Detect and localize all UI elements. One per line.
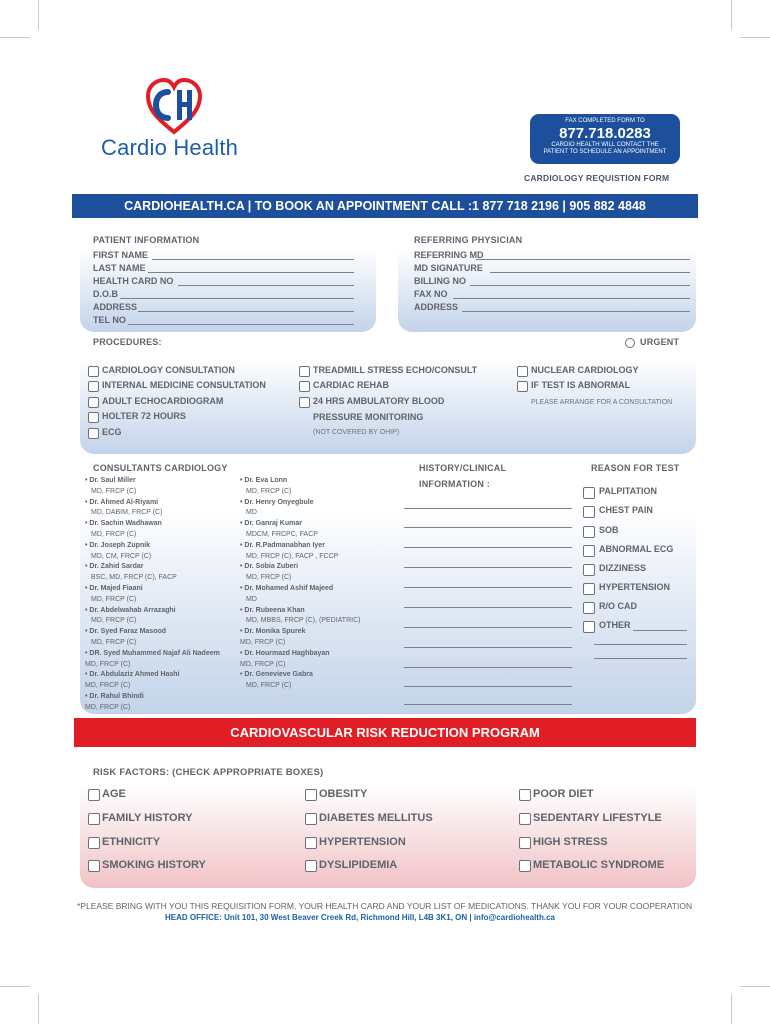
consultant-credentials: MD, FRCP (C) (91, 595, 137, 603)
consultant-credentials: MD, FRCP (C) (91, 487, 137, 495)
patient-field-line[interactable] (178, 285, 354, 286)
consultant-credentials: MD, FRCP (C) (246, 574, 292, 582)
urgent-label: URGENT (640, 337, 680, 347)
crop-mark (731, 0, 732, 30)
patient-field-line[interactable] (138, 311, 354, 312)
risk-program-bar: CARDIOVASCULAR RISK REDUCTION PROGRAM (74, 718, 696, 747)
physician-field-label: MD SIGNATURE (414, 263, 483, 273)
risk-label: DIABETES MELLITUS (319, 812, 433, 824)
procedure-label: CARDIOLOGY CONSULTATION (102, 365, 235, 375)
consultant-credentials: MD (246, 509, 257, 517)
fax-box (530, 114, 680, 164)
risk-checkbox[interactable] (519, 837, 531, 849)
procedure-checkbox[interactable] (517, 366, 528, 377)
patient-field-line[interactable] (148, 272, 354, 273)
procedure-checkbox[interactable] (88, 381, 99, 392)
consultant-credentials: MD, MBBS, FRCP (C), (PEDIATRIC) (246, 617, 361, 625)
fax-heading: FAX COMPLETED FORM TO (565, 118, 645, 124)
risk-label: OBESITY (319, 788, 368, 800)
history-line[interactable] (404, 704, 572, 705)
consultant-credentials: BSC, MD, FRCP (C), FACP (91, 574, 177, 582)
history-line[interactable] (404, 627, 572, 628)
risk-label: FAMILY HISTORY (102, 812, 193, 824)
reason-label: DIZZINESS (599, 563, 647, 573)
crop-mark (0, 37, 30, 38)
consultant-name: • Dr. Majed Fiaani (85, 585, 143, 592)
patient-field-label: HEALTH CARD NO (93, 276, 174, 286)
crop-mark (38, 994, 39, 1024)
procedures-panel (80, 334, 696, 454)
procedure-checkbox[interactable] (88, 397, 99, 408)
reason-checkbox[interactable] (583, 506, 595, 518)
patient-field-label: ADDRESS (93, 302, 138, 312)
consultant-name: • Dr. R.Padmanabhan Iyer (240, 541, 325, 549)
consultant-name: • Dr. Hourmazd Haghbayan (240, 649, 330, 657)
procedure-checkbox[interactable] (88, 428, 99, 439)
physician-field-label: BILLING NO (414, 276, 466, 286)
procedure-note-ohip: (NOT COVERED BY OHIP) (313, 429, 400, 436)
consultant-credentials: MD, FRCP (C) (91, 617, 137, 625)
physician-field-line[interactable] (462, 311, 690, 312)
consultants-heading: CONSULTANTS CARDIOLOGY (93, 463, 228, 473)
consultant-credentials: MD, FRCP (C), FACP , FCCP (246, 552, 339, 560)
consultant-name: • Dr. Saul Miller (85, 477, 136, 484)
consultant-credentials: MD, FRCP (C) (240, 660, 286, 668)
risk-label: METABOLIC SYNDROME (533, 859, 665, 871)
booking-bar: CARDIOHEALTH.CA | TO BOOK AN APPOINTMENT CALL :1 877 718 2196 | 905 882 4848 (72, 194, 698, 218)
reason-checkbox[interactable] (583, 621, 595, 633)
patient-field-label: LAST NAME (93, 263, 146, 273)
consultant-credentials: MD, FRCP (C) (91, 531, 137, 538)
history-line[interactable] (404, 567, 572, 568)
crop-mark (731, 994, 732, 1024)
procedure-label: ECG (102, 427, 122, 437)
consultant-name: • Dr. Eva Lonn (240, 477, 288, 484)
procedure-label: INTERNAL MEDICINE CONSULTATION (102, 380, 266, 390)
history-line[interactable] (404, 686, 572, 687)
patient-field-label: TEL NO (93, 315, 126, 325)
patient-field-line[interactable] (128, 324, 354, 325)
risk-checkbox[interactable] (519, 813, 531, 825)
history-heading-2: INFORMATION : (419, 479, 490, 489)
procedure-checkbox[interactable] (299, 366, 310, 377)
procedure-checkbox[interactable] (88, 366, 99, 377)
reason-checkbox[interactable] (583, 526, 595, 538)
risk-label: AGE (102, 788, 126, 800)
crop-mark (740, 37, 770, 38)
history-line[interactable] (404, 667, 572, 668)
footer-head-office: HEAD OFFICE: Unit 101, 30 West Beaver Creek Rd, Richmond Hill, L4B 3K1, ON | info@cardiohealth.ca (165, 913, 555, 922)
reason-label: HYPERTENSION (599, 582, 671, 592)
consultant-name: • DR. Syed Muhammed Najaf Ali Nadeem (85, 649, 220, 657)
history-line[interactable] (404, 647, 572, 648)
risk-checkbox[interactable] (305, 837, 317, 849)
consultant-name: • Dr. Zahid Sardar (85, 563, 144, 571)
reason-label: R/O CAD (599, 601, 637, 611)
physician-field-line[interactable] (453, 298, 690, 299)
form-title: CARDIOLOGY REQUISTION FORM (524, 173, 670, 183)
urgent-radio[interactable] (625, 338, 635, 348)
consultant-name: • Dr. Rubeena Khan (240, 606, 305, 614)
consultant-credentials: MD (246, 595, 257, 603)
physician-field-label: REFERRING MD (414, 250, 484, 260)
consultant-name: • Dr. Joseph Zupnik (85, 541, 151, 549)
other-extra-line[interactable] (594, 658, 687, 659)
physician-field-label: FAX NO (414, 289, 448, 299)
consultant-name: • Dr. Henry Onyegbule (240, 498, 314, 506)
risk-label: DYSLIPIDEMIA (319, 859, 398, 871)
procedure-label: NUCLEAR CARDIOLOGY (531, 365, 639, 375)
reason-label: SOB (599, 525, 619, 535)
consultant-name: • Dr. Genevieve Gabra (240, 671, 313, 679)
referring-physician-heading: REFERRING PHYSICIAN (414, 235, 523, 245)
risk-checkbox[interactable] (519, 789, 531, 801)
procedure-label: TREADMILL STRESS ECHO/CONSULT (313, 365, 478, 375)
fax-note-1: CARDIO HEALTH WILL CONTACT THE (551, 142, 659, 148)
risk-factors-heading: RISK FACTORS: (CHECK APPROPRIATE BOXES) (93, 767, 324, 778)
procedures-heading: PROCEDURES: (93, 337, 162, 347)
risk-checkbox[interactable] (88, 813, 100, 825)
consultant-name: • Dr. Syed Faraz Masood (85, 628, 167, 636)
history-line[interactable] (404, 607, 572, 608)
procedure-label: ADULT ECHOCARDIOGRAM (102, 396, 224, 406)
other-line[interactable] (633, 630, 687, 631)
patient-field-label: FIRST NAME (93, 250, 148, 260)
consultant-name: • Dr. Mohamed Ashif Majeed (240, 585, 334, 592)
procedure-label: 24 HRS AMBULATORY BLOOD (313, 396, 445, 406)
consultant-name: • Dr. Abdelwahab Arrazaghi (85, 606, 176, 614)
risk-checkbox[interactable] (88, 789, 100, 801)
consultant-credentials: MD, FRCP (C) (85, 660, 131, 668)
reason-checkbox[interactable] (583, 545, 595, 557)
crop-mark (0, 986, 30, 987)
consultation-note: PLEASE ARRANGE FOR A CONSULTATION (531, 399, 673, 406)
procedure-label: CARDIAC REHAB (313, 380, 389, 390)
risk-checkbox[interactable] (88, 837, 100, 849)
procedure-checkbox[interactable] (299, 381, 310, 392)
consultant-name: • Dr. Ahmed Al-Riyami (85, 498, 159, 506)
history-heading-1: HISTORY/CLINICAL (419, 463, 507, 473)
reason-label: ABNORMAL ECG (599, 544, 674, 554)
risk-label: HYPERTENSION (319, 836, 406, 848)
procedure-label: HOLTER 72 HOURS (102, 411, 186, 421)
reason-label: CHEST PAIN (599, 505, 653, 515)
consultant-credentials: MD, FRCP (C) (246, 682, 292, 690)
crop-mark (740, 986, 770, 987)
risk-checkbox[interactable] (88, 860, 100, 872)
patient-field-label: D.O.B (93, 289, 119, 299)
history-line[interactable] (404, 508, 572, 509)
consultant-credentials: MDCM, FRCPC, FACP (246, 531, 318, 538)
consultant-name: • Dr. Abdulaziz Ahmed Hashi (85, 671, 180, 679)
history-line[interactable] (404, 547, 572, 548)
patient-field-line[interactable] (152, 259, 354, 260)
physician-field-line[interactable] (490, 272, 690, 273)
consultant-name: • Dr. Monika Spurek (240, 628, 306, 636)
reason-heading: REASON FOR TEST (591, 463, 680, 473)
consultant-credentials: MD, CM, FRCP (C) (91, 552, 152, 560)
reason-checkbox[interactable] (583, 487, 595, 499)
procedure-label: IF TEST IS ABNORMAL (531, 380, 631, 390)
physician-field-line[interactable] (470, 285, 690, 286)
risk-checkbox[interactable] (305, 813, 317, 825)
brand-logo-icon (144, 78, 204, 136)
risk-label: ETHNICITY (102, 836, 161, 848)
procedure-checkbox[interactable] (517, 381, 528, 392)
procedure-label-cont: PRESSURE MONITORING (313, 412, 424, 422)
physician-field-line[interactable] (476, 259, 690, 260)
risk-label: HIGH STRESS (533, 836, 608, 848)
consultant-name: • Dr. Ganraj Kumar (240, 520, 302, 528)
fax-number: 877.718.0283 (559, 125, 651, 142)
patient-field-line[interactable] (120, 298, 354, 299)
patient-info-heading: PATIENT INFORMATION (93, 235, 200, 245)
fax-note-2: PATIENT TO SCHEDULE AN APPOINTMENT (543, 149, 667, 155)
brand-name: Cardio Health (101, 135, 239, 160)
risk-label: SMOKING HISTORY (102, 859, 206, 871)
crop-mark (38, 0, 39, 30)
consultant-credentials: MD, DABIM, FRCP (C) (91, 509, 163, 517)
risk-checkbox[interactable] (519, 860, 531, 872)
consultant-name: • Dr. Sachin Wadhawan (85, 520, 162, 528)
reason-checkbox[interactable] (583, 602, 595, 614)
reason-label: PALPITATION (599, 486, 657, 496)
footer-note: *PLEASE BRING WITH YOU THIS REQUISITION FORM, YOUR HEALTH CARD AND YOUR LIST OF MEDICATIONS. THANK YOU FOR YOUR COOPERATION (77, 901, 693, 911)
procedure-checkbox[interactable] (88, 412, 99, 423)
consultant-credentials: MD, FRCP (C) (246, 487, 292, 495)
reason-checkbox[interactable] (583, 564, 595, 576)
history-line[interactable] (404, 527, 572, 528)
consultant-credentials: MD, FRCP (C) (91, 639, 137, 646)
other-extra-line[interactable] (594, 644, 687, 645)
reason-label: OTHER (599, 620, 631, 630)
risk-checkbox[interactable] (305, 789, 317, 801)
risk-label: POOR DIET (533, 788, 594, 800)
consultant-credentials: MD, FRCP (C) (85, 682, 131, 690)
procedure-checkbox[interactable] (299, 397, 310, 408)
risk-checkbox[interactable] (305, 860, 317, 872)
history-line[interactable] (404, 587, 572, 588)
consultant-name: • Dr. Rahul Bhindi (85, 693, 144, 700)
consultant-credentials: MD, FRCP (C) (85, 703, 131, 711)
consultant-name: • Dr. Sobia Zuberi (240, 563, 299, 571)
consultant-credentials: MD, FRCP (C) (240, 639, 286, 646)
reason-checkbox[interactable] (583, 583, 595, 595)
physician-field-label: ADDRESS (414, 302, 459, 312)
risk-label: SEDENTARY LIFESTYLE (533, 812, 662, 824)
